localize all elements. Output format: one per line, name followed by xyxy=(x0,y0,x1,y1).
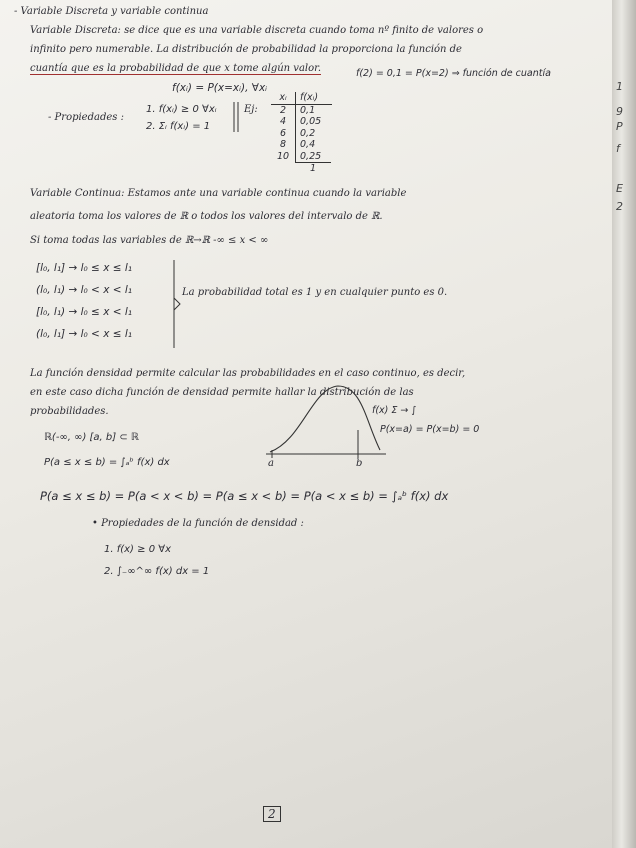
table-cell: 0,4 xyxy=(300,139,316,150)
table-header-fxi: f(xᵢ) xyxy=(300,92,319,103)
table-cell: 6 xyxy=(271,128,296,140)
density-formula-probability: P(a ≤ x ≤ b) = ∫ₐᵇ f(x) dx xyxy=(44,457,170,468)
margin-mark: 9 xyxy=(616,105,623,118)
table-cell: 8 xyxy=(271,139,296,151)
density-properties-title: • Propiedades de la función de densidad : xyxy=(92,518,304,529)
interval-brace xyxy=(168,258,182,350)
discrete-properties-label: - Propiedades : xyxy=(48,112,124,123)
example-note: f(2) = 0,1 = P(x=2) ⇒ función de cuantía xyxy=(356,68,551,79)
table-total-row xyxy=(271,162,332,174)
margin-mark: f xyxy=(616,142,620,155)
continuous-definition-line-3: Si toma todas las variables de ℝ→ℝ -∞ ≤ x < ∞ xyxy=(30,235,269,246)
graph-note-point-probability: P(x=a) = P(x=b) = 0 xyxy=(380,424,480,435)
discrete-property-2: 2. Σᵢ f(xᵢ) = 1 xyxy=(146,121,211,132)
double-bar-divider xyxy=(232,100,240,134)
graph-label-a: a xyxy=(268,458,274,469)
table-total: 1 xyxy=(295,162,331,174)
discrete-definition-line-3: cuantía que es la probabilidad de que x tome algún valor. xyxy=(30,63,321,74)
density-property-2: 2. ∫₋∞^∞ f(x) dx = 1 xyxy=(104,566,210,577)
margin-mark: E xyxy=(616,182,623,195)
section-heading: - Variable Discreta y variable continua xyxy=(14,6,209,17)
table-row xyxy=(271,139,332,151)
density-line-3: probabilidades. xyxy=(30,406,109,417)
margin-mark: 2 xyxy=(616,200,623,213)
density-formula-domain: ℝ(-∞, ∞) [a, b] ⊂ ℝ xyxy=(44,432,139,443)
margin-mark: P xyxy=(616,120,623,133)
interval-note: La probabilidad total es 1 y en cualquier punto es 0. xyxy=(182,287,448,298)
discrete-property-1: 1. f(xᵢ) ≥ 0 ∀xᵢ xyxy=(146,104,217,115)
table-row xyxy=(271,151,332,163)
margin-mark: 1 xyxy=(616,80,623,93)
density-curve-graph xyxy=(262,370,392,466)
table-cell: 0,05 xyxy=(300,116,322,127)
continuous-definition-line-1: Variable Continua: Estamos ante una variable continua cuando la variable xyxy=(30,188,407,199)
next-page-edge xyxy=(612,0,636,848)
graph-label-b: b xyxy=(356,458,363,469)
table-cell: 0,2 xyxy=(300,127,316,139)
equivalent-probabilities-formula: P(a ≤ x ≤ b) = P(a < x < b) = P(a ≤ x < b) = P(a < x ≤ b) = ∫ₐᵇ f(x) dx xyxy=(40,489,449,503)
discrete-definition-line-1: Variable Discreta: se dice que es una variable discreta cuando toma nº finito de valores o xyxy=(30,25,484,36)
table-cell: 0,25 xyxy=(300,150,322,162)
table-cell: 0,1 xyxy=(300,104,316,116)
discrete-definition-line-2: infinito pero numerable. La distribución de probabilidad la proporciona la función de xyxy=(30,44,462,55)
table-cell: 2 xyxy=(271,105,296,117)
table-cell: 10 xyxy=(271,151,296,163)
interval-closed: [l₀, l₁] → l₀ ≤ x ≤ l₁ xyxy=(36,262,133,274)
density-line-1: La función densidad permite calcular las probabilidades en el caso continuo, es decir, xyxy=(30,368,466,379)
cuantia-formula: f(xᵢ) = P(x=xᵢ), ∀xᵢ xyxy=(172,82,268,94)
table-row xyxy=(271,116,332,128)
page-number: 2 xyxy=(263,806,281,822)
table-cell: 4 xyxy=(271,116,296,128)
table-header-row xyxy=(271,92,332,105)
interval-right-closed: (l₀, l₁] → l₀ < x ≤ l₁ xyxy=(36,328,133,340)
density-property-1: 1. f(x) ≥ 0 ∀x xyxy=(104,544,171,555)
probability-table xyxy=(271,92,332,174)
table-row xyxy=(271,128,332,140)
continuous-definition-line-2: aleatoria toma los valores de ℝ o todos los valores del intervalo de ℝ. xyxy=(30,211,383,222)
interval-left-closed: [l₀, l₁) → l₀ ≤ x < l₁ xyxy=(36,306,133,318)
table-header-xi: xᵢ xyxy=(271,92,296,104)
density-line-2: en este caso dicha función de densidad permite hallar la distribución de las xyxy=(30,387,414,398)
example-label: Ej: xyxy=(244,104,258,115)
interval-open: (l₀, l₁) → l₀ < x < l₁ xyxy=(36,284,133,296)
table-row xyxy=(271,105,332,117)
graph-note-sum-integral: f(x) Σ → ∫ xyxy=(372,405,417,416)
